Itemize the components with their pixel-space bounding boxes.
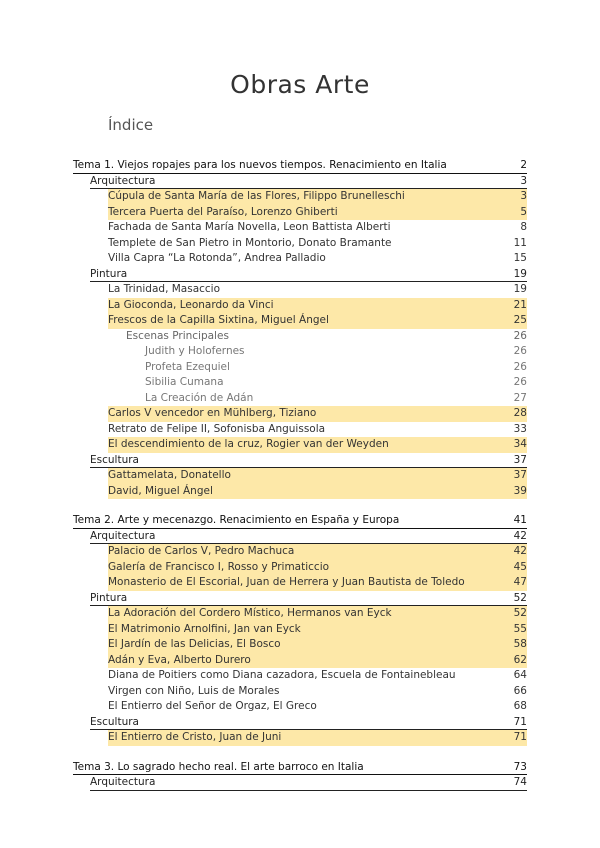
toc-entry-page-number: 52 (513, 591, 527, 604)
toc-entry-title: Monasterio de El Escorial, Juan de Herrera y Juan Bautista de Toledo (108, 576, 465, 588)
toc-entry[interactable] (108, 622, 527, 638)
toc-entry-title: El Entierro de Cristo, Juan de Juni (108, 731, 282, 743)
toc-entry[interactable] (145, 360, 527, 376)
toc-entry[interactable] (126, 329, 527, 345)
toc-entry[interactable] (108, 236, 527, 252)
toc-entry-title: Pintura (90, 267, 128, 280)
toc-entry-title: Virgen con Niño, Luis de Morales (108, 684, 280, 697)
toc-entry[interactable] (108, 730, 527, 746)
toc-entry-title: El Matrimonio Arnolfini, Jan van Eyck (108, 622, 301, 635)
toc-entry-page-number: 42 (513, 529, 527, 542)
toc-entry[interactable] (108, 422, 527, 438)
toc-entry[interactable] (108, 406, 527, 422)
table-of-contents (0, 158, 600, 791)
toc-entry-title: Fachada de Santa María Novella, Leon Battista Alberti (108, 221, 391, 233)
toc-entry[interactable] (108, 189, 527, 205)
toc-entry-title: Frescos de la Capilla Sixtina, Miguel Ángel (108, 314, 329, 326)
toc-entry[interactable] (108, 282, 527, 298)
toc-entry[interactable] (108, 575, 527, 591)
toc-entry[interactable] (108, 606, 527, 622)
toc-entry[interactable] (108, 205, 527, 221)
toc-entry-page-number: 26 (513, 360, 527, 373)
toc-entry-page-number: 52 (513, 607, 527, 619)
toc-entry-title: La Adoración del Cordero Místico, Hermanos van Eyck (108, 607, 392, 619)
toc-entry[interactable] (108, 560, 527, 576)
toc-entry-page-number: 21 (513, 298, 527, 311)
toc-entry-page-number: 58 (513, 638, 527, 650)
toc-entry-page-number: 41 (513, 514, 527, 526)
toc-entry-page-number: 64 (513, 669, 527, 681)
toc-entry-page-number: 5 (520, 205, 527, 218)
toc-entry[interactable] (145, 344, 527, 360)
toc-entry[interactable] (108, 668, 527, 684)
toc-section-entry[interactable] (90, 453, 527, 469)
toc-entry-page-number: 26 (513, 329, 527, 342)
toc-entry[interactable] (145, 375, 527, 391)
toc-entry-page-number: 71 (513, 715, 527, 728)
toc-entry-page-number: 68 (513, 700, 527, 712)
toc-entry-page-number: 3 (520, 174, 527, 187)
toc-entry-title: El descendimiento de la cruz, Rogier van der Weyden (108, 438, 389, 450)
toc-chapter-entry[interactable] (73, 513, 527, 529)
toc-entry[interactable] (145, 391, 527, 407)
toc-entry[interactable] (108, 298, 527, 314)
toc-entry-title: La Gioconda, Leonardo da Vinci (108, 298, 274, 311)
toc-entry-title: Arquitectura (90, 776, 156, 788)
toc-entry-title: El Entierro del Señor de Orgaz, El Greco (108, 700, 317, 712)
toc-entry-page-number: 25 (513, 314, 527, 326)
toc-entry-title: Tema 2. Arte y mecenazgo. Renacimiento en España y Europa (73, 514, 400, 526)
toc-entry-page-number: 11 (513, 236, 527, 249)
toc-section-entry[interactable] (90, 775, 527, 791)
toc-entry[interactable] (108, 437, 527, 453)
toc-entry-title: Escenas Principales (126, 329, 229, 342)
toc-entry-title: Profeta Ezequiel (145, 360, 230, 373)
toc-entry-page-number: 33 (513, 422, 527, 435)
toc-entry-page-number: 73 (513, 760, 527, 773)
toc-entry[interactable] (108, 637, 527, 653)
toc-entry-page-number: 19 (513, 283, 527, 295)
toc-section-entry[interactable] (90, 591, 527, 607)
toc-entry-page-number: 71 (513, 731, 527, 743)
toc-entry-page-number: 39 (513, 484, 527, 497)
toc-section-entry[interactable] (90, 267, 527, 283)
document-title: Obras Arte (230, 70, 370, 99)
toc-entry-page-number: 2 (520, 159, 527, 171)
toc-chapter-entry[interactable] (73, 760, 527, 776)
toc-entry-page-number: 45 (513, 560, 527, 573)
toc-entry[interactable] (108, 313, 527, 329)
toc-entry[interactable] (108, 653, 527, 669)
toc-entry-page-number: 66 (513, 684, 527, 697)
toc-entry-title: Palacio de Carlos V, Pedro Machuca (108, 545, 295, 557)
toc-entry-title: Carlos V vencedor en Mühlberg, Tiziano (108, 407, 317, 419)
toc-entry-title: Tema 3. Lo sagrado hecho real. El arte barroco en Italia (73, 760, 364, 773)
toc-entry-page-number: 37 (513, 453, 527, 466)
toc-entry-page-number: 74 (513, 776, 527, 788)
toc-entry-title: Tema 1. Viejos ropajes para los nuevos tiempos. Renacimiento en Italia (73, 159, 447, 171)
toc-entry-title: Arquitectura (90, 529, 156, 542)
toc-entry-title: La Creación de Adán (145, 391, 254, 404)
toc-entry-title: Pintura (90, 591, 128, 604)
toc-entry-page-number: 26 (513, 376, 527, 388)
toc-entry-title: Diana de Poitiers como Diana cazadora, Escuela de Fontainebleau (108, 669, 456, 681)
toc-entry-page-number: 27 (513, 391, 527, 404)
toc-entry-page-number: 55 (513, 622, 527, 635)
toc-entry-title: El Jardín de las Delicias, El Bosco (108, 638, 281, 650)
toc-entry-page-number: 34 (513, 438, 527, 450)
toc-entry-title: David, Miguel Ángel (108, 484, 213, 497)
toc-entry[interactable] (108, 251, 527, 267)
toc-entry[interactable] (108, 468, 527, 484)
toc-entry-title: Escultura (90, 715, 139, 728)
toc-entry-page-number: 3 (520, 190, 527, 202)
toc-section-entry[interactable] (90, 715, 527, 731)
toc-section-entry[interactable] (90, 174, 527, 190)
toc-entry[interactable] (108, 484, 527, 500)
toc-entry-title: Escultura (90, 453, 139, 466)
toc-entry-page-number: 62 (513, 653, 527, 666)
toc-entry-title: Cúpula de Santa María de las Flores, Filippo Brunelleschi (108, 190, 405, 202)
toc-section-entry[interactable] (90, 529, 527, 545)
toc-entry-page-number: 19 (513, 267, 527, 280)
toc-entry[interactable] (108, 220, 527, 236)
toc-entry-page-number: 15 (513, 252, 527, 264)
toc-entry-title: Templete de San Pietro in Montorio, Donato Bramante (108, 236, 392, 249)
toc-entry-title: Judith y Holofernes (145, 345, 245, 357)
toc-entry-title: La Trinidad, Masaccio (108, 283, 221, 295)
toc-entry-title: Adán y Eva, Alberto Durero (108, 653, 251, 666)
toc-entry-page-number: 47 (513, 576, 527, 588)
toc-entry-title: Villa Capra “La Rotonda”, Andrea Palladio (108, 252, 326, 264)
toc-entry-title: Gattamelata, Donatello (108, 469, 231, 481)
toc-entry-page-number: 8 (520, 221, 527, 233)
toc-entry[interactable] (108, 699, 527, 715)
toc-entry-title: Arquitectura (90, 174, 156, 187)
toc-heading: Índice (108, 116, 154, 134)
toc-entry-page-number: 26 (513, 345, 527, 357)
toc-entry-title: Galería de Francisco I, Rosso y Primaticcio (108, 560, 330, 573)
toc-entry-page-number: 37 (513, 469, 527, 481)
toc-entry[interactable] (108, 684, 527, 700)
toc-entry-title: Retrato de Felipe II, Sofonisba Anguissola (108, 422, 326, 435)
toc-entry-page-number: 42 (513, 545, 527, 557)
toc-entry-title: Tercera Puerta del Paraíso, Lorenzo Ghiberti (108, 205, 338, 218)
toc-chapter-entry[interactable] (73, 158, 527, 174)
toc-entry-page-number: 28 (513, 407, 527, 419)
toc-entry[interactable] (108, 544, 527, 560)
toc-entry-title: Sibilia Cumana (145, 376, 224, 388)
